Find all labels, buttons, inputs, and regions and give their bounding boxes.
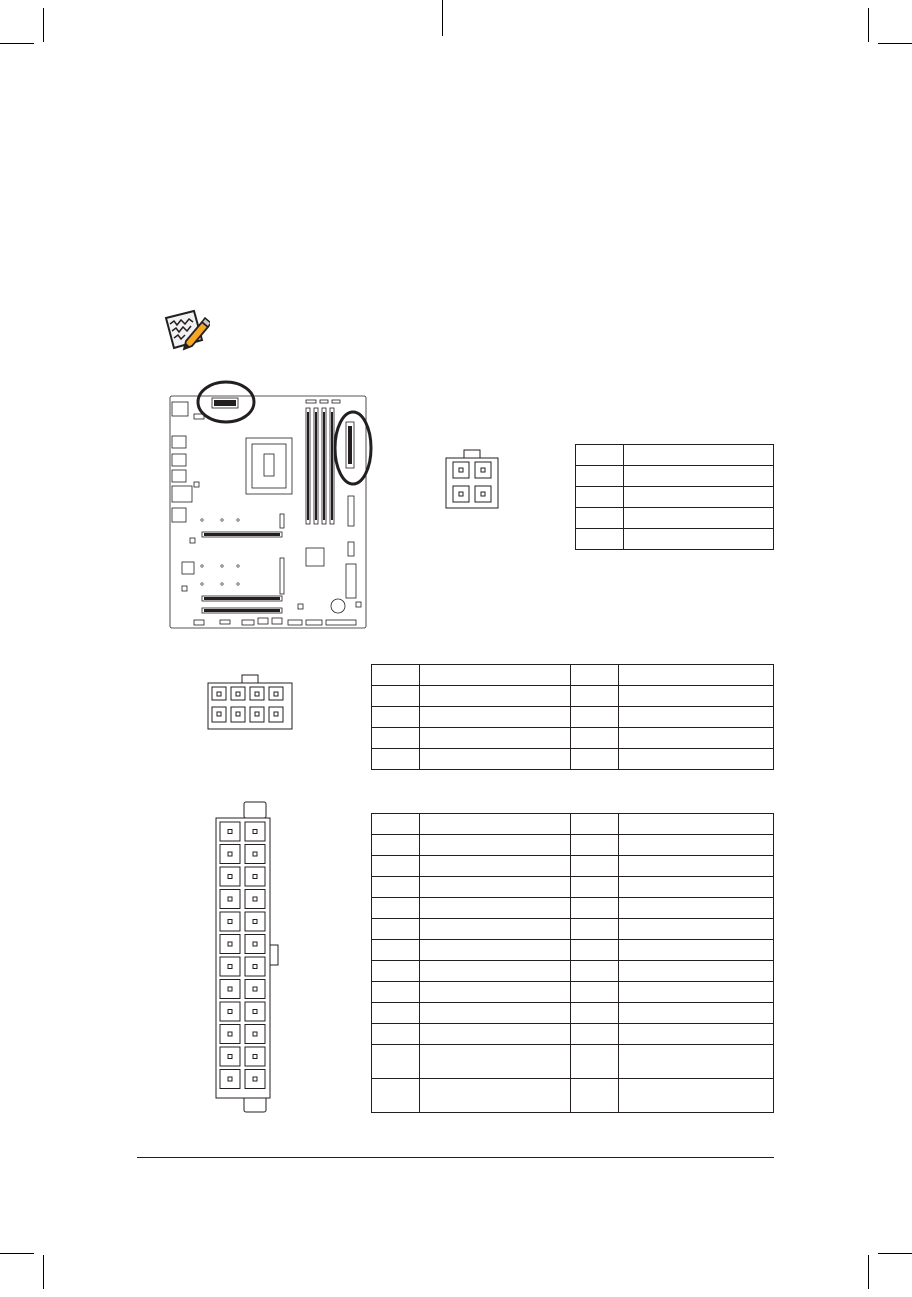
connector-pin [253, 1055, 257, 1059]
connector-pin [228, 1077, 232, 1081]
table-row [372, 898, 774, 919]
connector-pin [253, 987, 257, 991]
table-row [372, 835, 774, 856]
table-row [372, 1024, 774, 1045]
connector-pin [228, 942, 232, 946]
connector-pin [253, 875, 257, 879]
connector-pin [228, 897, 232, 901]
footer-rule [137, 1157, 774, 1158]
atx-24pin-pinout-table [371, 813, 774, 1113]
table-row [576, 508, 774, 529]
connector-pin [253, 1010, 257, 1014]
connector-pin [228, 1010, 232, 1014]
atx12v-4pin-connector-icon [443, 448, 501, 510]
connector-pin [253, 965, 257, 969]
atx12v-8pin-pinout-table [371, 664, 774, 770]
table-header-row [576, 445, 774, 466]
table-row [372, 1045, 774, 1079]
connector-pin [253, 942, 257, 946]
connector-pin [253, 1032, 257, 1036]
connector-pin [228, 830, 232, 834]
connector-pin [253, 1077, 257, 1081]
atx12v-4pin-pinout-table [575, 444, 774, 550]
table-row [576, 487, 774, 508]
connector-pin [253, 830, 257, 834]
table-row [576, 529, 774, 550]
table-header-row [372, 814, 774, 835]
table-row [372, 940, 774, 961]
connector-pin [228, 987, 232, 991]
table-row [372, 1003, 774, 1024]
connector-pin [228, 920, 232, 924]
table-row [372, 1079, 774, 1113]
table-header-row [372, 665, 774, 686]
table-row [372, 877, 774, 898]
motherboard-layout-icon [160, 378, 382, 633]
connector-pin [253, 852, 257, 856]
table-row [372, 728, 774, 749]
connector-pin [228, 875, 232, 879]
connector-pin [253, 897, 257, 901]
table-row [372, 856, 774, 877]
table-row [372, 707, 774, 728]
table-row [372, 749, 774, 770]
table-row [576, 466, 774, 487]
connector-pin [228, 1032, 232, 1036]
connector-pin [228, 1055, 232, 1059]
table-row [372, 919, 774, 940]
atx12v-8pin-connector-icon [206, 673, 294, 731]
connector-pin [228, 965, 232, 969]
note-pencil-icon [160, 308, 210, 352]
connector-pin [228, 852, 232, 856]
table-row [372, 961, 774, 982]
connector-pin [253, 920, 257, 924]
table-row [372, 686, 774, 707]
table-row [372, 982, 774, 1003]
atx-24pin-connector-icon [214, 800, 282, 1114]
